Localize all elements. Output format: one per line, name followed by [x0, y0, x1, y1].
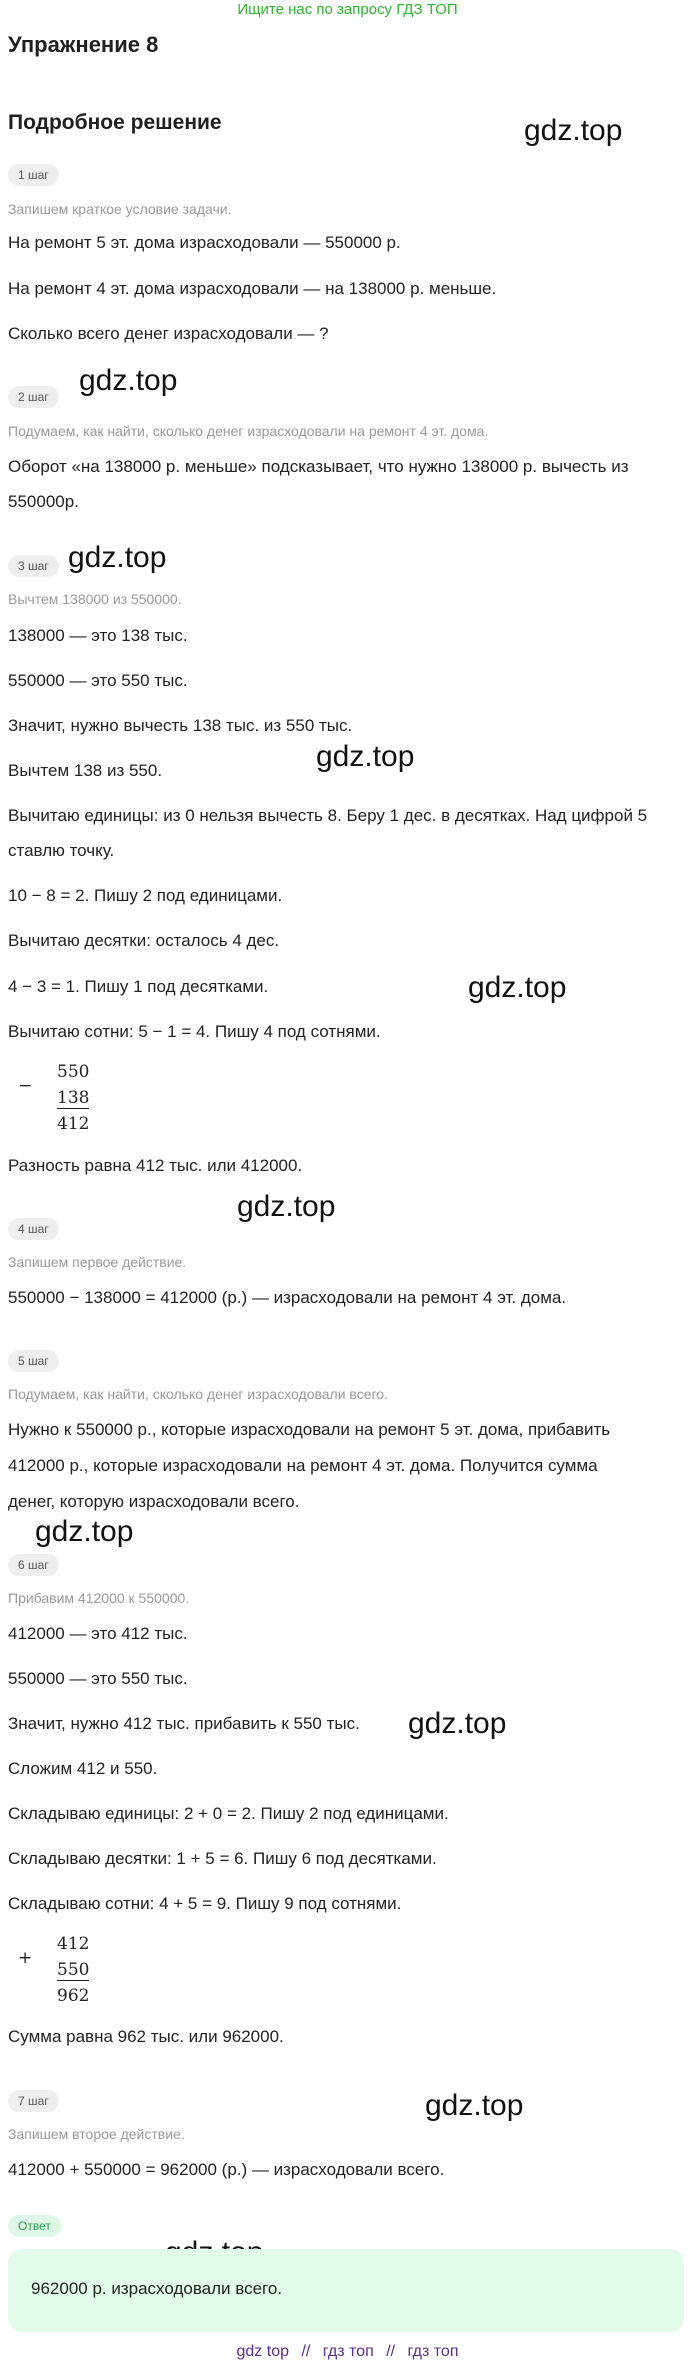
- search-banner[interactable]: Ищите нас по запросу ГДЗ ТОП: [237, 1, 458, 18]
- step-hint: Прибавим 412000 к 550000.: [8, 1590, 190, 1606]
- addend-2: 550: [57, 1960, 90, 1980]
- text-line: 138000 — это 138 тыс.: [8, 626, 188, 645]
- text-line: 550000 − 138000 = 412000 (р.) — израсходовали на ремонт 4 эт. дома.: [8, 1288, 567, 1307]
- footer-links: [0, 2343, 695, 2361]
- text-line: ставлю точку.: [8, 841, 115, 860]
- watermark: gdz.top: [79, 364, 178, 397]
- addend-1: 412: [57, 1934, 90, 1954]
- step-hint: Запишем краткое условие задачи.: [8, 201, 232, 217]
- text-line: 412000 + 550000 = 962000 (р.) — израсходовали всего.: [8, 2160, 445, 2179]
- footer-link[interactable]: гдз топ: [322, 2343, 374, 2360]
- step-badge: 3 шаг: [8, 555, 59, 577]
- minuend: 550: [57, 1062, 90, 1082]
- text-line: Сколько всего денег израсходовали — ?: [8, 324, 329, 343]
- text-line: 412000 — это 412 тыс.: [8, 1624, 188, 1643]
- column-subtraction: [18, 1062, 98, 1138]
- column-addition: [18, 1934, 98, 2010]
- minus-sign: −: [18, 1076, 33, 1096]
- watermark: gdz.top: [408, 1707, 507, 1740]
- step-hint: Вычтем 138000 из 550000.: [8, 591, 182, 607]
- text-line: Разность равна 412 тыс. или 412000.: [8, 1156, 303, 1175]
- text-line: Вычитаю сотни: 5 − 1 = 4. Пишу 4 под сотнями.: [8, 1022, 381, 1041]
- footer-separator: //: [386, 2343, 396, 2360]
- text-line: На ремонт 4 эт. дома израсходовали — на 138000 р. меньше.: [8, 279, 497, 298]
- text-line: Значит, нужно 412 тыс. прибавить к 550 тыс.: [8, 1714, 360, 1733]
- watermark: gdz.top: [237, 1190, 336, 1223]
- step-hint: Запишем второе действие.: [8, 2126, 185, 2142]
- step-hint: Запишем первое действие.: [8, 1254, 187, 1270]
- step-badge: 5 шаг: [8, 1350, 59, 1372]
- answer-badge: Ответ: [8, 2215, 61, 2237]
- step-badge: 2 шаг: [8, 386, 59, 408]
- watermark: gdz.top: [316, 740, 415, 773]
- footer-link[interactable]: гдз топ: [407, 2343, 459, 2360]
- text-line: 550000р.: [8, 492, 79, 511]
- footer-link[interactable]: gdz top: [236, 2343, 289, 2360]
- step-hint: Подумаем, как найти, сколько денег израсходовали на ремонт 4 эт. дома.: [8, 423, 489, 439]
- text-line: Вычитаю десятки: осталось 4 дес.: [8, 931, 280, 950]
- text-line: денег, которую израсходовали всего.: [8, 1492, 300, 1511]
- watermark: gdz.top: [68, 541, 167, 574]
- text-line: 550000 — это 550 тыс.: [8, 1669, 188, 1688]
- text-line: На ремонт 5 эт. дома израсходовали — 550000 р.: [8, 233, 401, 252]
- text-line: Складываю единицы: 2 + 0 = 2. Пишу 2 под единицами.: [8, 1804, 449, 1823]
- text-line: Оборот «на 138000 р. меньше» подсказывает, что нужно 138000 р. вычесть из: [8, 457, 629, 476]
- step-badge: 1 шаг: [8, 164, 59, 186]
- text-line: Нужно к 550000 р., которые израсходовали на ремонт 5 эт. дома, прибавить: [8, 1420, 611, 1439]
- text-line: Сложим 412 и 550.: [8, 1759, 158, 1778]
- section-title: Подробное решение: [8, 111, 222, 134]
- watermark: gdz.top: [468, 971, 567, 1004]
- footer-separator: //: [301, 2343, 311, 2360]
- text-line: 412000 р., которые израсходовали на ремонт 4 эт. дома. Получится сумма: [8, 1456, 598, 1475]
- text-line: 10 − 8 = 2. Пишу 2 под единицами.: [8, 886, 283, 905]
- step-hint: Подумаем, как найти, сколько денег израсходовали всего.: [8, 1386, 388, 1402]
- difference: 412: [57, 1114, 90, 1134]
- text-line: Вычтем 138 из 550.: [8, 761, 163, 780]
- step-badge: 4 шаг: [8, 1218, 59, 1240]
- watermark: gdz.top: [425, 2089, 524, 2122]
- answer-text: 962000 р. израсходовали всего.: [31, 2279, 283, 2298]
- step-badge: 6 шаг: [8, 1554, 59, 1576]
- text-line: 4 − 3 = 1. Пишу 1 под десятками.: [8, 977, 269, 996]
- text-line: Сумма равна 962 тыс. или 962000.: [8, 2027, 284, 2046]
- page-title: Упражнение 8: [8, 32, 159, 57]
- text-line: Складываю десятки: 1 + 5 = 6. Пишу 6 под десятками.: [8, 1849, 437, 1868]
- plus-sign: +: [18, 1948, 33, 1968]
- sum: 962: [57, 1986, 90, 2006]
- text-line: Складываю сотни: 4 + 5 = 9. Пишу 9 под сотнями.: [8, 1894, 402, 1913]
- step-badge: 7 шаг: [8, 2090, 59, 2112]
- watermark: gdz.top: [524, 114, 623, 147]
- answer-box: [8, 2249, 684, 2332]
- subtrahend: 138: [57, 1088, 90, 1108]
- watermark: gdz.top: [35, 1515, 134, 1548]
- text-line: Значит, нужно вычесть 138 тыс. из 550 тыс.: [8, 716, 353, 735]
- text-line: Вычитаю единицы: из 0 нельзя вычесть 8. Беру 1 дес. в десятках. Над цифрой 5: [8, 806, 648, 825]
- text-line: 550000 — это 550 тыс.: [8, 671, 188, 690]
